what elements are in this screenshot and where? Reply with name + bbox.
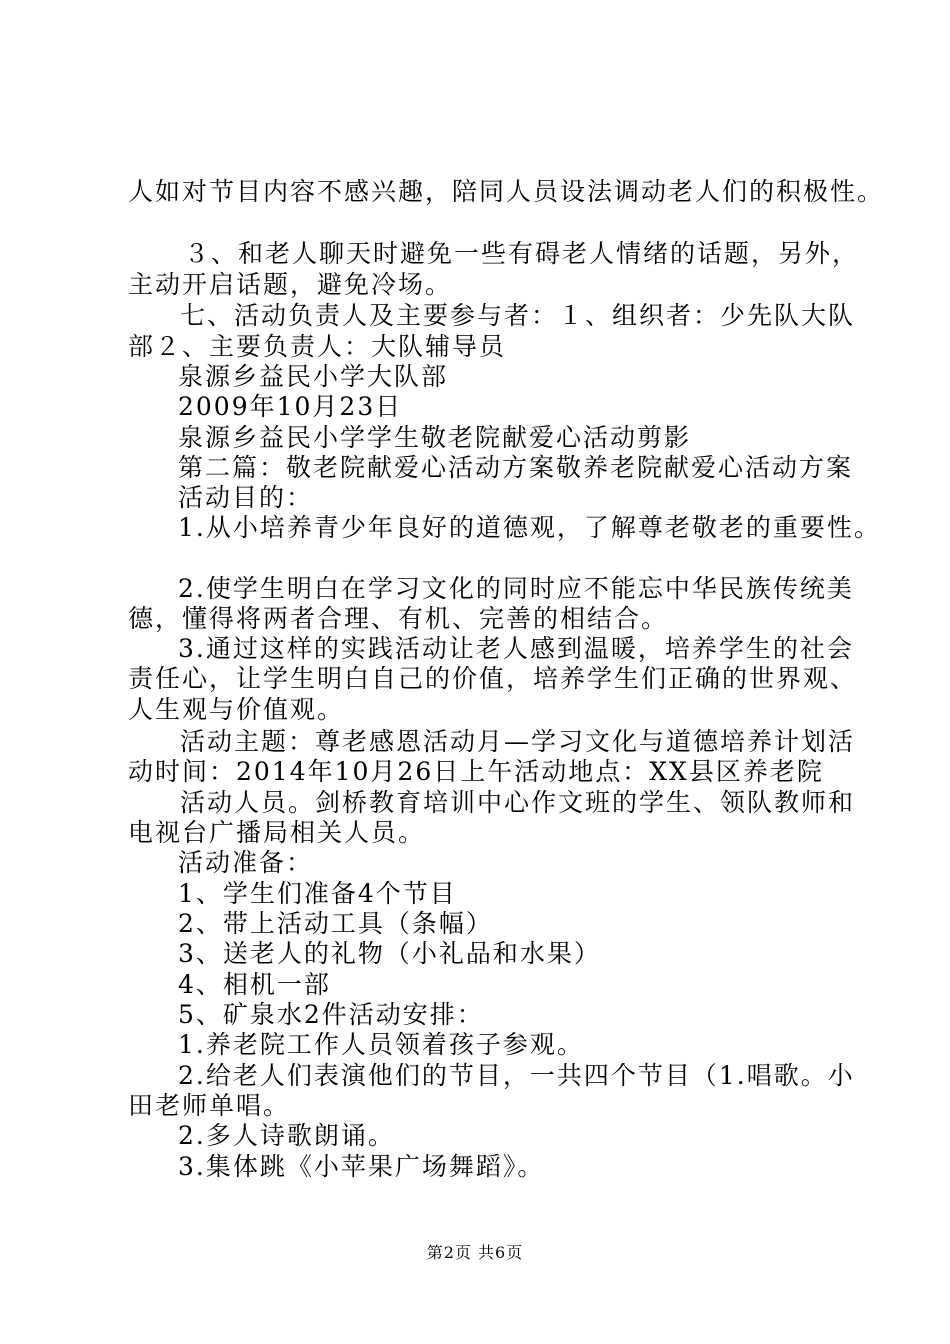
text-line: 泉源乡益民小学大队部 [178, 362, 449, 391]
text-line: 活动准备： [178, 848, 314, 877]
text-line: 3.通过这样的实践活动让老人感到温暖，培养学生的社会 [178, 634, 854, 663]
text-line: 1.养老院工作人员领着孩子参观。 [178, 1030, 584, 1059]
text-line: 2009年10月23日 [178, 392, 403, 421]
text-line: 3.集体跳《小苹果广场舞蹈》。 [178, 1152, 545, 1181]
text-line: 2、带上活动工具（条幅） [178, 909, 493, 938]
text-line: 活动主题：尊老感恩活动月—学习文化与道德培养计划活 [180, 727, 856, 756]
text-line: 5、矿泉水2件活动安排： [178, 1000, 484, 1029]
text-line: 动时间：2014年10月26日上午活动地点：XX县区养老院 [128, 757, 824, 786]
text-line: 人如对节目内容不感兴趣，陪同人员设法调动老人们的积极性。 [128, 177, 885, 206]
text-line: 人生观与价值观。 [128, 695, 345, 724]
page-footer: 第2页 共6页 [426, 1243, 524, 1262]
text-line: 2.多人诗歌朗诵。 [178, 1121, 395, 1150]
text-line: 七、活动负责人及主要参与者：１、组织者：少先队大队 [180, 301, 856, 330]
text-line: 活动人员。剑桥教育培训中心作文班的学生、领队教师和 [180, 788, 856, 817]
text-line: 4、相机一部 [178, 970, 331, 999]
text-line: 泉源乡益民小学学生敬老院献爱心活动剪影 [178, 423, 692, 452]
text-line: 主动开启话题，避免冷场。 [128, 270, 453, 299]
text-line: 活动目的： [178, 483, 314, 512]
text-line: 责任心，让学生明白自己的价值，培养学生们正确的世界观、 [128, 664, 858, 693]
text-line: 第二篇：敬老院献爱心活动方案敬养老院献爱心活动方案 [178, 453, 854, 482]
text-line: 1、学生们准备4个节目 [178, 879, 457, 908]
text-line: 3、送老人的礼物（小礼品和水果） [178, 939, 601, 968]
text-line: 田老师单唱。 [128, 1091, 291, 1120]
text-line: 部２、主要负责人：大队辅导员 [128, 332, 507, 361]
text-line: ３、和老人聊天时避免一些有碍老人情绪的话题，另外， [184, 239, 860, 268]
text-line: 电视台广播局相关人员。 [128, 818, 426, 847]
text-line: 1.从小培养青少年良好的道德观，了解尊老敬老的重要性。 [178, 513, 881, 542]
text-line: 2.使学生明白在学习文化的同时应不能忘中华民族传统美 [178, 574, 854, 603]
text-line: 2.给老人们表演他们的节目，一共四个节目（1.唱歌。小 [178, 1061, 855, 1090]
text-line: 德，懂得将两者合理、有机、完善的相结合。 [128, 604, 669, 633]
